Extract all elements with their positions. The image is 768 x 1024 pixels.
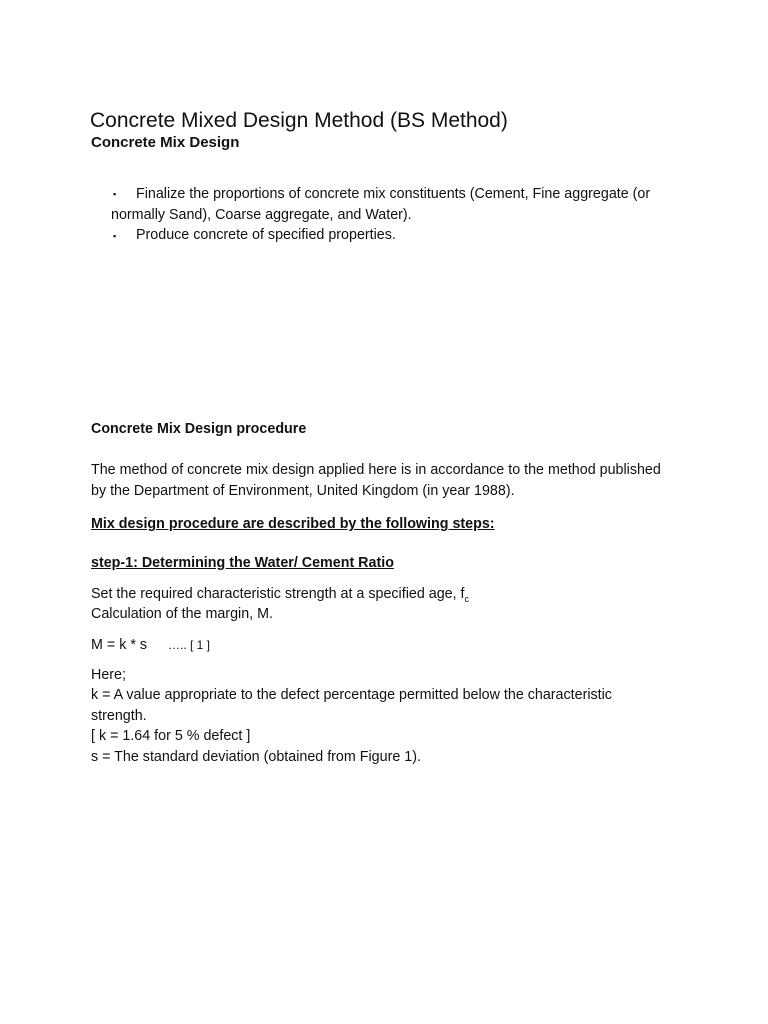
k-definition-line-1: k = A value appropriate to the defect percentage permitted below the characteristic: [91, 687, 612, 703]
intro-line-2: by the Department of Environment, United Kingdom (in year 1988).: [91, 483, 515, 499]
bullet-marker: ▪: [113, 189, 117, 199]
k-value: [ k = 1.64 for 5 % defect ]: [91, 728, 251, 744]
document-subtitle: Concrete Mix Design: [91, 134, 240, 151]
bullet-1-line-1: Finalize the proportions of concrete mix constituents (Cement, Fine aggregate (or: [136, 186, 651, 202]
step-1-line-1-text: Set the required characteristic strength at a specified age, f: [91, 586, 465, 602]
step-1-line-2: Calculation of the margin, M.: [91, 606, 273, 622]
steps-heading: Mix design procedure are described by the following steps:: [91, 516, 495, 532]
procedure-heading: Concrete Mix Design procedure: [91, 421, 307, 437]
step-1-line-1-subscript: c: [464, 593, 470, 604]
formula-reference: ….. [ 1 ]: [168, 638, 211, 652]
step-1-heading: step-1: Determining the Water/ Cement Ratio: [91, 555, 394, 571]
s-definition: s = The standard deviation (obtained from Figure 1).: [91, 749, 421, 765]
bullet-2-line-1: Produce concrete of specified properties.: [136, 227, 396, 243]
bullet-1-line-2: normally Sand), Coarse aggregate, and Water).: [111, 207, 412, 223]
intro-line-1: The method of concrete mix design applied here is in accordance to the method published: [91, 462, 661, 478]
document-title: Concrete Mixed Design Method (BS Method): [90, 109, 508, 132]
formula: M = k * s: [91, 637, 148, 653]
k-definition-line-2: strength.: [91, 708, 147, 724]
bullet-marker: ▪: [113, 231, 117, 241]
here-label: Here;: [91, 667, 126, 683]
